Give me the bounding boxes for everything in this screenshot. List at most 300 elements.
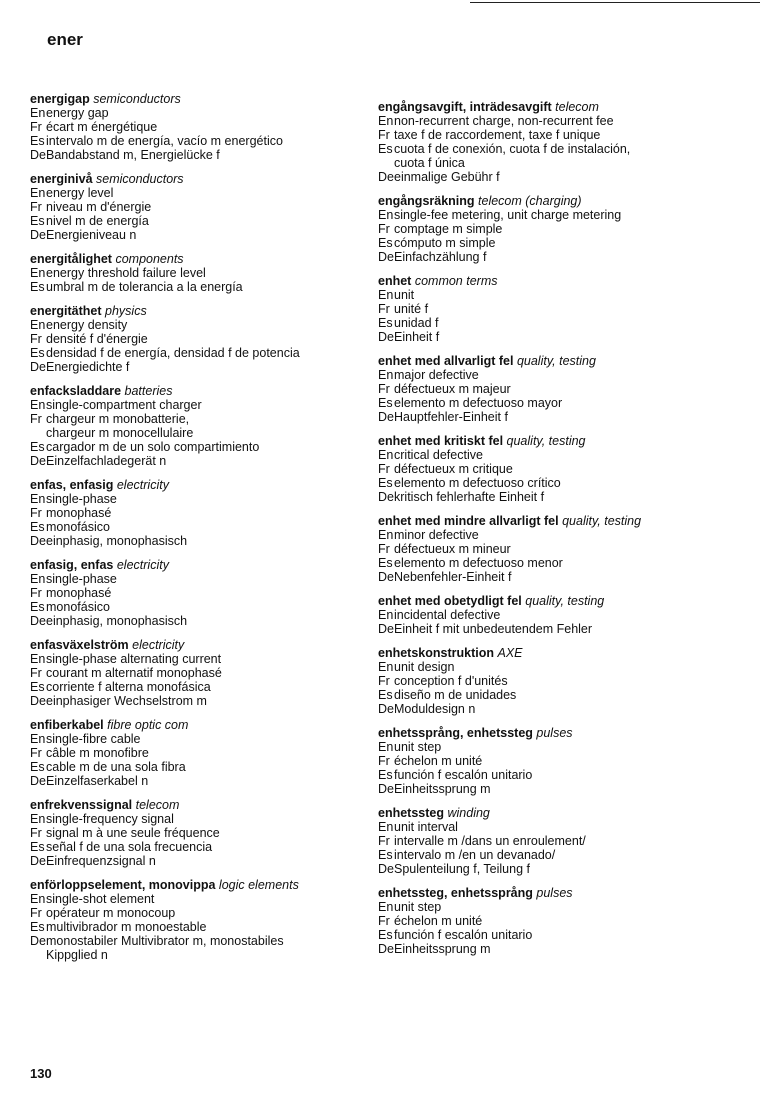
translation-text: densidad f de energía, densidad f de potencia (46, 346, 300, 360)
translation-line (30, 398, 375, 412)
translation-text: Einzelfaserkabel n (46, 774, 149, 788)
entry-heading (30, 878, 375, 892)
translation-text: einphasig, monophasisch (46, 614, 188, 628)
language-code: En (378, 368, 394, 382)
page-number: 130 (30, 1066, 52, 1081)
translation-line (378, 900, 723, 914)
translation-text: non-recurrent charge, non-recurrent fee (394, 114, 614, 128)
language-code: En (378, 740, 394, 754)
subject-field: components (115, 252, 184, 266)
language-code: En (30, 892, 46, 906)
translation-text: cargador m de un solo compartimiento (46, 440, 260, 454)
translation-text: chargeur m monocellulaire (46, 426, 194, 440)
language-code: En (30, 732, 46, 746)
translation-line (30, 854, 375, 868)
language-code: Es (378, 928, 393, 942)
translation-line (30, 826, 375, 840)
subject-field: telecom (135, 798, 180, 812)
translation-line (378, 754, 723, 768)
translation-line (378, 688, 723, 702)
language-code: De (378, 570, 394, 584)
translation-text: écart m énergétique (46, 120, 158, 134)
entry-heading (378, 646, 723, 660)
entry-heading (30, 798, 375, 812)
translation-line (30, 934, 375, 948)
translation-line (378, 782, 723, 796)
translation-line (378, 170, 723, 184)
translation-text: Nebenfehler-Einheit f (394, 570, 512, 584)
subject-field: electricity (116, 478, 169, 492)
language-code: Fr (378, 674, 390, 688)
language-code: Es (30, 134, 45, 148)
translation-line (378, 382, 723, 396)
translation-line (378, 660, 723, 674)
language-code: De (378, 250, 394, 264)
translation-line (30, 666, 375, 680)
translation-text: energy threshold failure level (46, 266, 206, 280)
translation-text: niveau m d'énergie (46, 200, 152, 214)
translation-text: monophasé (46, 506, 112, 520)
entry-heading (30, 718, 375, 732)
language-code: De (30, 694, 46, 708)
translation-text: densité f d'énergie (46, 332, 148, 346)
translation-line (378, 820, 723, 834)
translation-line (30, 186, 375, 200)
language-code: Fr (378, 462, 390, 476)
translation-line (378, 396, 723, 410)
language-code: De (378, 170, 394, 184)
language-code: En (378, 820, 394, 834)
language-code: Es (30, 600, 45, 614)
translation-text: unidad f (394, 316, 439, 330)
translation-text: single-compartment charger (46, 398, 202, 412)
translation-line (30, 614, 375, 628)
headword: enfas, enfasig (30, 478, 114, 492)
dictionary-entry (30, 718, 375, 788)
language-code: Es (30, 520, 45, 534)
entry-heading (378, 806, 723, 820)
translation-line (378, 608, 723, 622)
translation-line (378, 156, 723, 170)
translation-text: single-phase (46, 572, 117, 586)
language-code: De (30, 534, 46, 548)
translation-line (30, 412, 375, 426)
dictionary-entry (378, 646, 723, 716)
translation-line (30, 346, 375, 360)
language-code: Es (378, 316, 393, 330)
translation-line (378, 410, 723, 424)
language-code: Fr (30, 586, 42, 600)
translation-line (378, 834, 723, 848)
translation-text: monophasé (46, 586, 112, 600)
dictionary-entry (30, 878, 375, 962)
language-code: En (30, 812, 46, 826)
translation-text: unité f (394, 302, 429, 316)
entry-heading (378, 594, 723, 608)
translation-line (378, 222, 723, 236)
translation-line (30, 506, 375, 520)
language-code: Fr (30, 412, 42, 426)
language-code: En (378, 528, 394, 542)
left-column (30, 92, 375, 972)
translation-line (30, 214, 375, 228)
translation-text: single-shot element (46, 892, 155, 906)
dictionary-entry (378, 806, 723, 876)
translation-text: elemento m defectuoso crítico (394, 476, 561, 490)
translation-line (30, 266, 375, 280)
translation-line (30, 732, 375, 746)
translation-text: cómputo m simple (394, 236, 496, 250)
translation-line (378, 528, 723, 542)
language-code: Fr (378, 914, 390, 928)
translation-line (378, 928, 723, 942)
translation-line (30, 774, 375, 788)
headword: enfrekvenssignal (30, 798, 133, 812)
subject-field: electricity (116, 558, 169, 572)
headword: enhetssteg (378, 806, 444, 820)
language-code: De (30, 148, 46, 162)
language-code: Es (30, 280, 45, 294)
headword: energinivå (30, 172, 93, 186)
translation-line (30, 332, 375, 346)
translation-line (30, 840, 375, 854)
translation-text: single-phase alternating current (46, 652, 222, 666)
language-code: Fr (30, 506, 42, 520)
headword: enhet med obetydligt fel (378, 594, 522, 608)
translation-text: Hauptfehler-Einheit f (394, 410, 508, 424)
headword: energitålighet (30, 252, 112, 266)
entry-heading (378, 886, 723, 900)
translation-line (30, 652, 375, 666)
translation-line (30, 586, 375, 600)
language-code: Fr (378, 222, 390, 236)
translation-text: unit step (394, 900, 442, 914)
translation-text: energy density (46, 318, 128, 332)
translation-line (30, 106, 375, 120)
subject-field: quality, testing (525, 594, 605, 608)
entry-heading (30, 478, 375, 492)
translation-line (378, 476, 723, 490)
translation-text: single-fibre cable (46, 732, 141, 746)
subject-field: telecom (555, 100, 599, 114)
translation-line (30, 680, 375, 694)
translation-text: multivibrador m monoestable (46, 920, 207, 934)
entry-heading (30, 384, 375, 398)
translation-text: Einheitssprung m (394, 942, 491, 956)
language-code: En (30, 186, 46, 200)
language-code: De (30, 614, 46, 628)
headword: enhetssteg, enhetssprång (378, 886, 533, 900)
language-code: Fr (378, 834, 390, 848)
translation-text: diseño m de unidades (394, 688, 517, 702)
language-code: En (378, 660, 394, 674)
subject-field: electricity (132, 638, 185, 652)
subject-field: logic elements (218, 878, 299, 892)
translation-line (30, 360, 375, 374)
headword: energitäthet (30, 304, 102, 318)
translation-line (378, 128, 723, 142)
language-code: De (378, 862, 394, 876)
language-code: En (30, 106, 46, 120)
translation-text: taxe f de raccordement, taxe f unique (394, 128, 601, 142)
translation-line (378, 316, 723, 330)
translation-line (378, 862, 723, 876)
headword: enhet (378, 274, 412, 288)
entry-heading (378, 194, 723, 208)
language-code: De (30, 228, 46, 242)
translation-text: Energieniveau n (46, 228, 137, 242)
language-code: Es (378, 556, 393, 570)
dictionary-entry (378, 354, 723, 424)
subject-field: pulses (536, 726, 573, 740)
translation-text: Moduldesign n (394, 702, 476, 716)
dictionary-entry (378, 434, 723, 504)
language-code: Es (30, 920, 45, 934)
language-code: Fr (378, 754, 390, 768)
translation-text: Einheit f mit unbedeutendem Fehler (394, 622, 593, 636)
translation-line (30, 694, 375, 708)
language-code: De (378, 702, 394, 716)
subject-field: winding (447, 806, 490, 820)
translation-text: Einheit f (394, 330, 440, 344)
language-code: En (378, 288, 394, 302)
language-code: Es (378, 848, 393, 862)
entry-heading (30, 558, 375, 572)
translation-line (30, 426, 375, 440)
subject-field: quality, testing (506, 434, 586, 448)
language-code: Fr (30, 332, 42, 346)
language-code: En (378, 900, 394, 914)
language-code: De (30, 360, 46, 374)
dictionary-entry (378, 594, 723, 636)
translation-line (30, 280, 375, 294)
translation-text: défectueux m mineur (394, 542, 511, 556)
translation-line (378, 768, 723, 782)
language-code: Es (378, 236, 393, 250)
translation-line (378, 114, 723, 128)
entry-heading (30, 638, 375, 652)
translation-text: défectueux m critique (394, 462, 513, 476)
headword: enhet med allvarligt fel (378, 354, 514, 368)
translation-text: courant m alternatif monophasé (46, 666, 222, 680)
translation-text: défectueux m majeur (394, 382, 511, 396)
headword: energigap (30, 92, 90, 106)
translation-text: échelon m unité (394, 914, 483, 928)
translation-line (378, 288, 723, 302)
language-code: Fr (378, 542, 390, 556)
right-column (378, 100, 723, 966)
language-code: Fr (378, 302, 390, 316)
translation-line (30, 760, 375, 774)
headword: enhetssprång, enhetssteg (378, 726, 533, 740)
translation-text: cable m de una sola fibra (46, 760, 186, 774)
translation-text: intervalo m de energía, vacío m energético (46, 134, 283, 148)
translation-line (30, 318, 375, 332)
translation-line (30, 812, 375, 826)
translation-line (378, 848, 723, 862)
translation-text: minor defective (394, 528, 479, 542)
translation-text: single-phase (46, 492, 117, 506)
language-code: De (378, 330, 394, 344)
dictionary-entry (30, 478, 375, 548)
translation-text: cuota f única (394, 156, 465, 170)
translation-text: comptage m simple (394, 222, 503, 236)
translation-line (378, 250, 723, 264)
entry-heading (30, 172, 375, 186)
subject-field: physics (105, 304, 147, 318)
headword: enförloppselement, monovippa (30, 878, 216, 892)
language-code: Es (378, 768, 393, 782)
entry-heading (30, 92, 375, 106)
dictionary-entry (378, 274, 723, 344)
translation-text: Kippglied n (46, 948, 108, 962)
translation-text: unit interval (394, 820, 458, 834)
headword: engångsräkning (378, 194, 475, 208)
language-code: En (30, 572, 46, 586)
translation-text: energy level (46, 186, 114, 200)
translation-line (378, 142, 723, 156)
translation-text: einphasig, monophasisch (46, 534, 188, 548)
dictionary-entry (30, 638, 375, 708)
translation-text: incidental defective (394, 608, 501, 622)
translation-line (30, 134, 375, 148)
dictionary-entry (30, 558, 375, 628)
language-code: Es (378, 688, 393, 702)
translation-text: cuota f de conexión, cuota f de instalación, (394, 142, 631, 156)
translation-text: kritisch fehlerhafte Einheit f (394, 490, 545, 504)
translation-text: conception f d'unités (394, 674, 508, 688)
language-code: En (30, 652, 46, 666)
headword: engångsavgift, inträdesavgift (378, 100, 552, 114)
translation-line (378, 674, 723, 688)
translation-text: single-fee metering, unit charge metering (394, 208, 622, 222)
entry-heading (378, 100, 723, 114)
translation-text: monofásico (46, 520, 110, 534)
translation-text: unit step (394, 740, 442, 754)
translation-line (378, 208, 723, 222)
dictionary-entry (378, 100, 723, 184)
language-code: En (30, 398, 46, 412)
language-code: Es (30, 760, 45, 774)
headword: enhetskonstruktion (378, 646, 494, 660)
translation-line (30, 120, 375, 134)
subject-field: batteries (124, 384, 173, 398)
headword: enhet med kritiskt fel (378, 434, 504, 448)
language-code: Es (378, 476, 393, 490)
translation-line (378, 448, 723, 462)
entry-heading (378, 726, 723, 740)
translation-line (378, 462, 723, 476)
translation-text: Einzelfachladegerät n (46, 454, 167, 468)
language-code: De (30, 854, 46, 868)
translation-line (30, 492, 375, 506)
translation-text: einmalige Gebühr f (394, 170, 500, 184)
dictionary-entry (30, 92, 375, 162)
language-code: De (378, 410, 394, 424)
language-code: En (378, 208, 394, 222)
language-code: De (30, 934, 46, 948)
dictionary-entry (30, 384, 375, 468)
translation-text: single-frequency signal (46, 812, 174, 826)
subject-field: fibre optic com (107, 718, 189, 732)
translation-line (378, 622, 723, 636)
translation-text: unit design (394, 660, 455, 674)
translation-text: Einfachzählung f (394, 250, 487, 264)
language-code: De (30, 454, 46, 468)
translation-text: échelon m unité (394, 754, 483, 768)
translation-text: monostabiler Multivibrator m, monostabiles (46, 934, 284, 948)
dictionary-entry (30, 304, 375, 374)
language-code: Fr (30, 200, 42, 214)
language-code: Es (30, 214, 45, 228)
translation-line (30, 520, 375, 534)
translation-text: câble m monofibre (46, 746, 149, 760)
language-code: De (378, 942, 394, 956)
translation-text: einphasiger Wechselstrom m (46, 694, 207, 708)
translation-text: opérateur m monocoup (46, 906, 176, 920)
translation-line (378, 942, 723, 956)
translation-text: chargeur m monobatterie, (46, 412, 190, 426)
language-code (30, 426, 46, 440)
dictionary-entry (378, 886, 723, 956)
translation-line (30, 746, 375, 760)
entry-heading (378, 274, 723, 288)
translation-line (30, 948, 375, 962)
translation-text: energy gap (46, 106, 109, 120)
translation-line (30, 906, 375, 920)
dictionary-entry (378, 726, 723, 796)
translation-text: elemento m defectuoso menor (394, 556, 563, 570)
translation-text: Einfrequenzsignal n (46, 854, 156, 868)
subject-field: telecom (charging) (478, 194, 582, 208)
translation-text: elemento m defectuoso mayor (394, 396, 563, 410)
entry-heading (30, 304, 375, 318)
translation-text: Energiedichte f (46, 360, 130, 374)
translation-text: Einheitssprung m (394, 782, 491, 796)
translation-line (30, 454, 375, 468)
translation-line (30, 148, 375, 162)
headword: enfasig, enfas (30, 558, 114, 572)
subject-field: semiconductors (96, 172, 184, 186)
language-code: Es (378, 142, 393, 156)
language-code: Fr (30, 826, 42, 840)
translation-text: critical defective (394, 448, 483, 462)
language-code: De (378, 622, 394, 636)
translation-text: nivel m de energía (46, 214, 149, 228)
dictionary-entry (30, 172, 375, 242)
translation-line (30, 600, 375, 614)
translation-line (378, 368, 723, 382)
translation-text: intervalo m /en un devanado/ (394, 848, 556, 862)
language-code: Fr (30, 906, 42, 920)
subject-field: semiconductors (93, 92, 181, 106)
translation-text: función f escalón unitario (394, 768, 533, 782)
translation-text: monofásico (46, 600, 110, 614)
language-code: De (378, 782, 394, 796)
translation-line (378, 330, 723, 344)
translation-text: umbral m de tolerancia a la energía (46, 280, 243, 294)
language-code: Fr (30, 120, 42, 134)
translation-line (378, 542, 723, 556)
translation-text: señal f de una sola frecuencia (46, 840, 213, 854)
translation-text: signal m à une seule fréquence (46, 826, 220, 840)
language-code: Es (30, 346, 45, 360)
subject-field: common terms (414, 274, 498, 288)
language-code: Fr (378, 128, 390, 142)
translation-line (378, 702, 723, 716)
entry-heading (378, 514, 723, 528)
language-code: Es (378, 396, 393, 410)
